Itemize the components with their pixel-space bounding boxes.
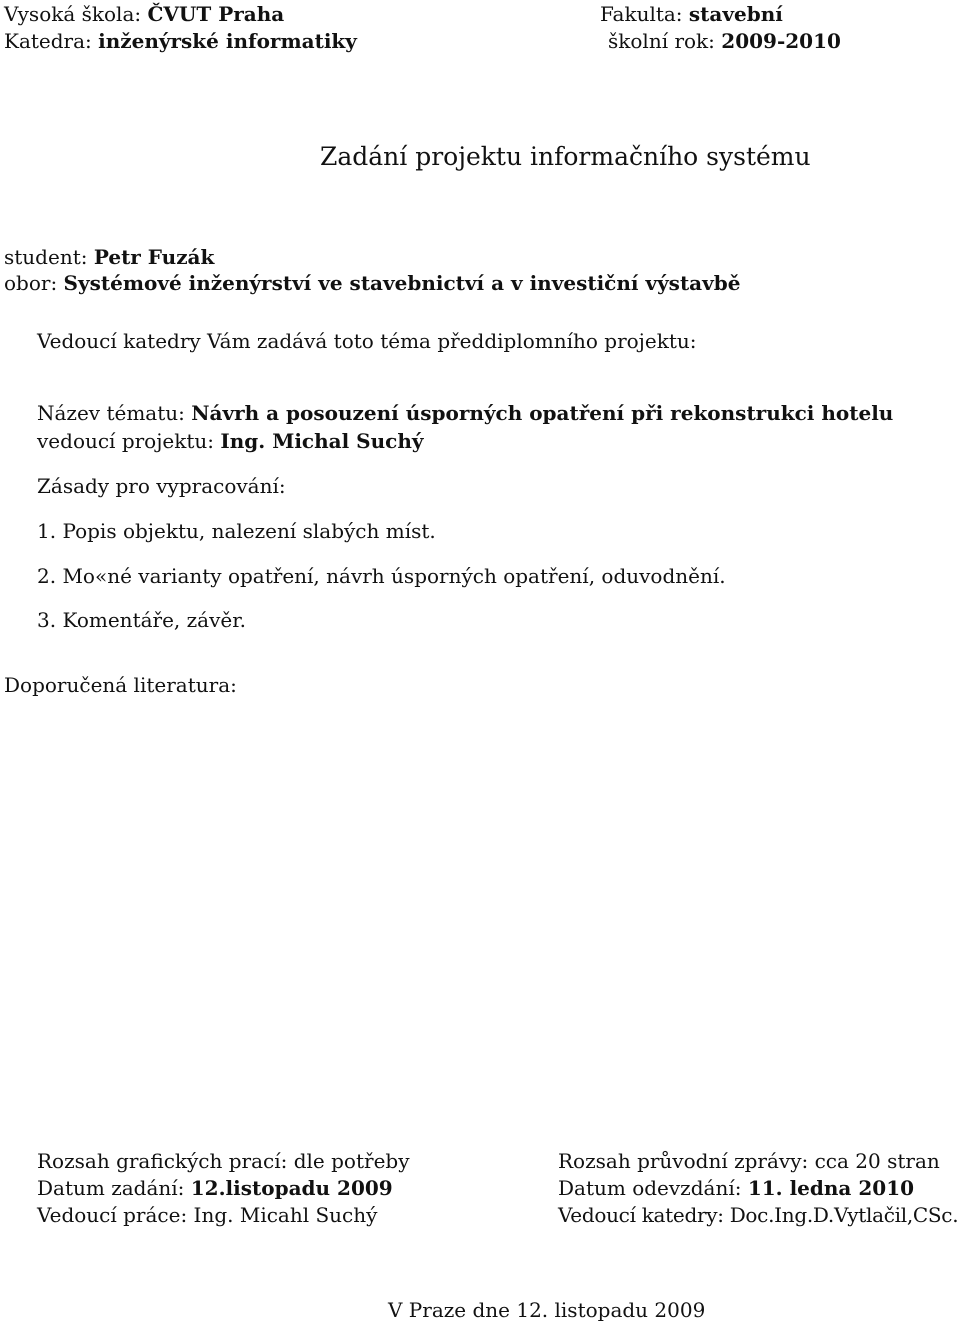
assigned-date-label: Datum zadání: <box>37 1176 185 1200</box>
school-value: ČVUT Praha <box>147 2 285 26</box>
topic-value: Návrh a posouzení úsporných opatření při rekonstrukci hotelu <box>191 401 894 425</box>
work-supervisor: Vedoucí práce: Ing. Micahl Suchý <box>37 1203 378 1227</box>
footer-left <box>37 1148 410 1229</box>
submission-date-value: 11. ledna 2010 <box>747 1176 915 1200</box>
year-value: 2009-2010 <box>721 29 841 53</box>
school-label: Vysoká škola: <box>4 2 142 26</box>
student-label: student: <box>4 245 88 269</box>
department-label: Katedra: <box>4 29 92 53</box>
assigned-date-value: 12.listopadu 2009 <box>190 1176 393 1200</box>
department-value: inženýrské informatiky <box>98 29 357 53</box>
student-value: Petr Fuzák <box>93 245 215 269</box>
submission-date-line <box>558 1175 958 1202</box>
supervisor-value: Ing. Michal Suchý <box>220 429 424 453</box>
school-line <box>4 4 284 24</box>
supervisor-label: vedoucí projektu: <box>37 429 215 453</box>
year-line <box>608 31 841 51</box>
topic-label: Název tématu: <box>37 401 185 425</box>
literature-heading: Doporučená literatura: <box>4 673 237 697</box>
student-line <box>4 247 214 267</box>
submission-date-label: Datum odevzdání: <box>558 1176 742 1200</box>
field-value: Systémové inženýrství ve stavebnictví a v investiční výstavbě <box>63 271 741 295</box>
graphics-scope: Rozsah grafických prací: dle potřeby <box>37 1149 410 1173</box>
faculty-label: Fakulta: <box>600 2 683 26</box>
intro-text: Vedoucí katedry Vám zadává toto téma předdiplomního projektu: <box>37 329 697 353</box>
faculty-line <box>600 4 783 24</box>
supervisor-line <box>37 431 424 451</box>
assigned-date-line <box>37 1175 410 1202</box>
field-label: obor: <box>4 271 58 295</box>
department-line <box>4 31 357 51</box>
report-scope: Rozsah průvodní zprávy: cca 20 stran <box>558 1149 940 1173</box>
footer-right <box>558 1148 958 1229</box>
principle-item-3: 3. Komentáře, závěr. <box>37 608 246 632</box>
year-label: školní rok: <box>608 29 715 53</box>
principle-item-1: 1. Popis objektu, nalezení slabých míst. <box>37 519 436 543</box>
page-title: Zadání projektu informačního systému <box>320 142 811 171</box>
principle-item-2: 2. Mo«né varianty opatření, návrh úsporných opatření, oduvodnění. <box>37 564 726 588</box>
principles-heading: Zásady pro vypracování: <box>37 474 286 498</box>
place-date: V Praze dne 12. listopadu 2009 <box>388 1298 706 1322</box>
faculty-value: stavební <box>688 2 783 26</box>
field-line <box>4 273 740 293</box>
topic-line <box>37 403 893 423</box>
department-head: Vedoucí katedry: Doc.Ing.D.Vytlačil,CSc. <box>558 1203 959 1227</box>
